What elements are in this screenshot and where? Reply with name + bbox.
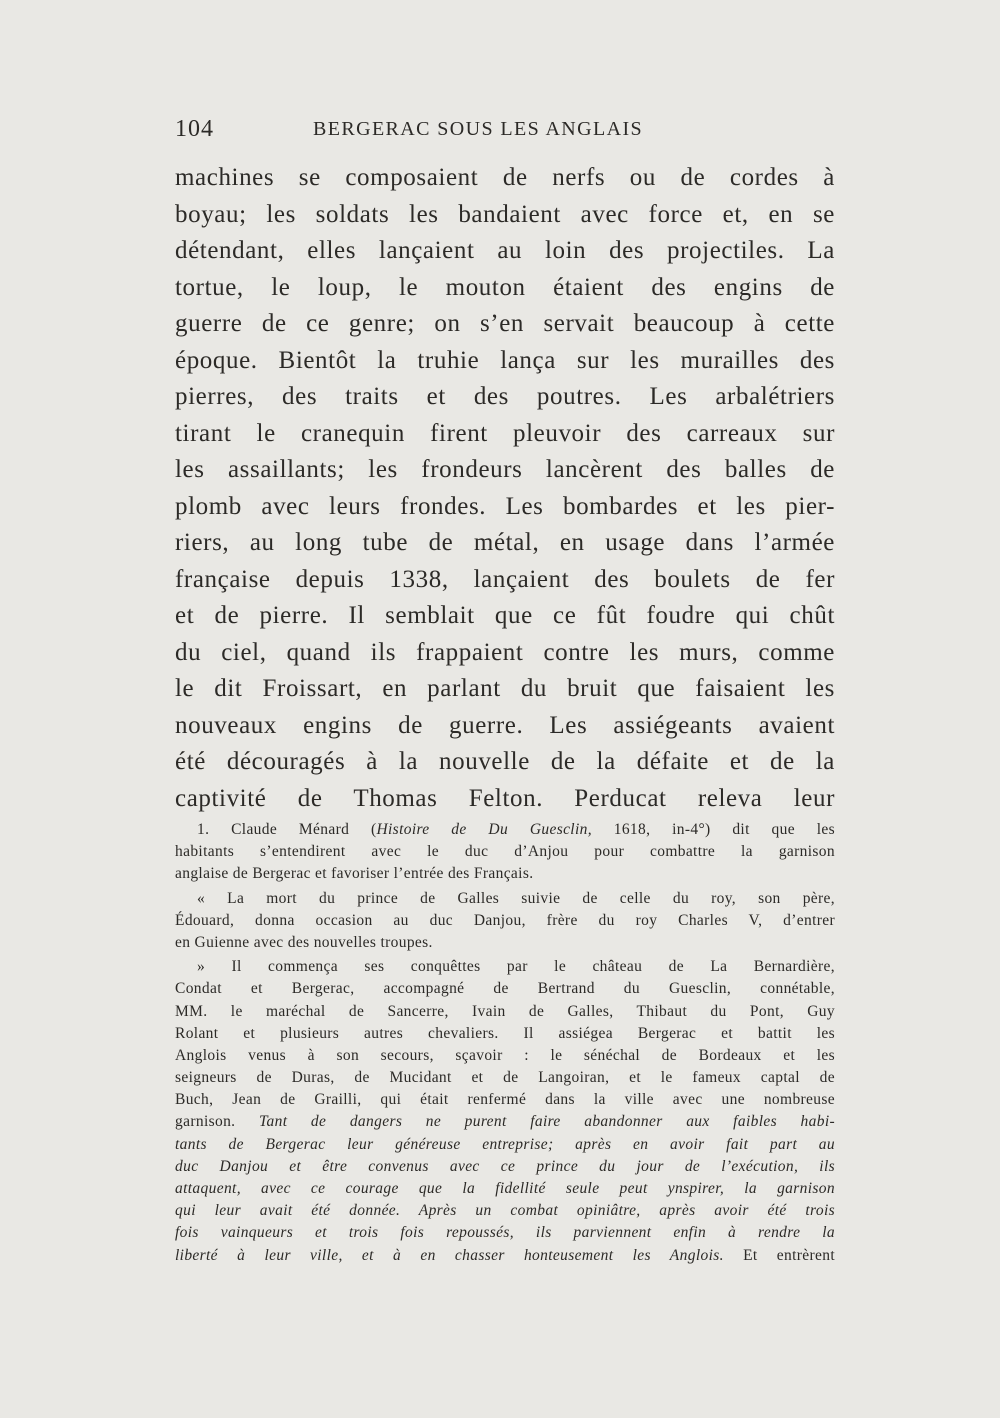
- footnote-line: Anglois venus à son secours, sçavoir : le sénéchal de Bordeaux et les: [175, 1046, 835, 1064]
- body-line: captivité de Thomas Felton. Perducat releva leur: [175, 784, 835, 812]
- footnote-line: MM. le maréchal de Sancerre, Ivain de Galles, Thibaut du Pont, Guy: [175, 1002, 835, 1020]
- running-title: BERGERAC SOUS LES ANGLAIS: [313, 118, 644, 140]
- footnotes: [175, 819, 835, 1267]
- footnote-line: anglaise de Bergerac et favoriser l’entrée des Français.: [175, 865, 534, 883]
- footnote-quote-line: duc Danjou et être convenus avec ce prince du jour de l’exécution, ils: [175, 1157, 835, 1175]
- body-line: pierres, des traits et des poutres. Les arbalétriers: [175, 383, 835, 410]
- footnote-text: Et entrèrent: [723, 1246, 835, 1264]
- footnote-book-title: Histoire de Du Guesclin,: [376, 821, 592, 838]
- body-line: détendant, elles lançaient au loin des projectiles. La: [175, 237, 835, 264]
- body-line: tortue, le loup, le mouton étaient des engins de: [175, 273, 835, 301]
- page-number: 104: [175, 116, 214, 142]
- footnote-line: Buch, Jean de Grailli, qui était renfermé dans la ville avec une nombreuse: [175, 1091, 835, 1109]
- footnote-line: [175, 1245, 835, 1267]
- body-line: le dit Froissart, en parlant du bruit que faisaient les: [175, 675, 835, 702]
- body-line: machines se composaient de nerfs ou de cordes à: [175, 164, 835, 191]
- body-line: guerre de ce genre; on s’en servait beaucoup à cette: [175, 310, 835, 337]
- body-line: plomb avec leurs frondes. Les bombardes et les pier-: [175, 492, 835, 520]
- footnote-line: » Il commença ses conquêttes par le château de La Bernardière,: [197, 958, 835, 976]
- main-text: [175, 160, 835, 817]
- footnote-line: Condat et Bergerac, accompagné de Bertrand du Guesclin, connétable,: [175, 980, 835, 998]
- body-line: les assaillants; les frondeurs lancèrent des balles de: [175, 456, 835, 483]
- footnote-line: Rolant et plusieurs autres chevaliers. Il assiégea Bergerac et battit les: [175, 1024, 835, 1042]
- footnote-quote: Tant de dangers ne purent faire abandonner aux faibles habi-: [258, 1113, 835, 1131]
- body-line: riers, au long tube de métal, en usage dans l’armée: [175, 529, 835, 556]
- footnote-quote-line: qui leur avait été donnée. Après un combat opiniâtre, après avoir été trois: [175, 1202, 835, 1220]
- body-line: époque. Bientôt la truhie lança sur les murailles des: [175, 346, 835, 374]
- body-line: et de pierre. Il semblait que ce fût foudre qui chût: [175, 602, 835, 629]
- footnote-line: en Guienne avec des nouvelles troupes.: [175, 933, 433, 951]
- footnote-line: Édouard, donna occasion au duc Danjou, frère du roy Charles V, d’entrer: [175, 911, 835, 929]
- body-line: nouveaux engins de guerre. Les assiégeants avaient: [175, 711, 835, 739]
- footnote-line: seigneurs de Duras, de Mucidant et de Langoiran, et le fameux captal de: [175, 1069, 835, 1087]
- body-line: été découragés à la nouvelle de la défaite et de la: [175, 748, 835, 775]
- body-line: tirant le cranequin firent pleuvoir des carreaux sur: [175, 419, 835, 447]
- body-line: boyau; les soldats les bandaient avec force et, en se: [175, 200, 835, 228]
- footnote-text: garnison.: [175, 1113, 259, 1131]
- footnote-text: 1618, in-4°) dit que les: [591, 821, 835, 838]
- body-line: française depuis 1338, lançaient des boulets de fer: [175, 565, 835, 593]
- footnote-text: 1. Claude Ménard (: [197, 821, 377, 838]
- footnote-line: « La mort du prince de Galles suivie de celle du roy, son père,: [197, 889, 835, 907]
- footnote-line: [175, 1111, 835, 1133]
- footnote-line: [175, 819, 835, 841]
- footnote-quote-line: attaquent, avec ce courage que la fidellité seule peut ynspirer, la garnison: [175, 1180, 835, 1197]
- footnote-quote-line: fois vainqueurs et trois fois repoussés, ils parviennent enfin à rendre la: [175, 1224, 835, 1242]
- body-line: du ciel, quand ils frappaient contre les murs, comme: [175, 638, 835, 666]
- footnote-line: habitants s’entendirent avec le duc d’Anjou pour combattre la garnison: [175, 843, 835, 861]
- footnote-quote-line: tants de Bergerac leur généreuse entreprise; après en avoir fait part au: [175, 1135, 835, 1153]
- footnote-quote: liberté à leur ville, et à en chasser honteusement les Anglois.: [175, 1246, 724, 1264]
